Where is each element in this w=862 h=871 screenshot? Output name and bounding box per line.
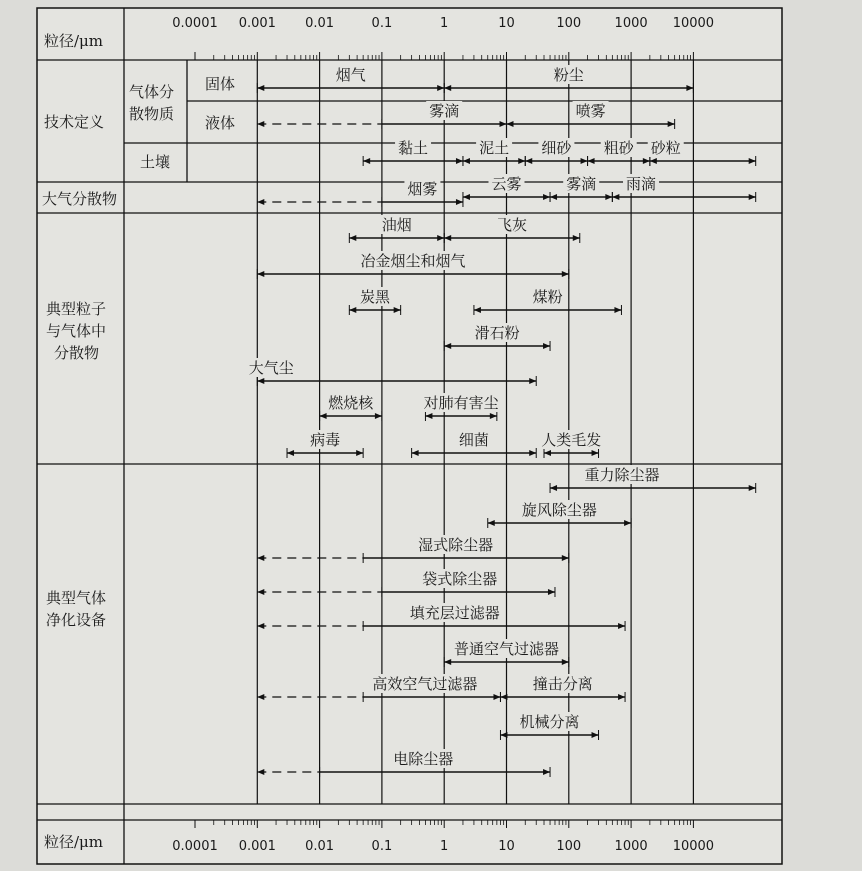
chart-frame	[37, 8, 782, 864]
range-label: 云雾	[491, 175, 522, 193]
range-label: 雾滴	[566, 175, 597, 193]
category-soil: 土壤	[140, 153, 171, 171]
tick-label: 100	[556, 839, 582, 854]
tick-labels-bottom	[172, 839, 714, 854]
category-tech: 技术定义	[44, 113, 105, 131]
range-label: 烟气	[335, 66, 366, 84]
tick-label: 1000	[614, 16, 648, 31]
range-label: 袋式除尘器	[422, 570, 498, 588]
range-label: 高效空气过滤器	[372, 675, 478, 693]
range-label: 烟雾	[407, 180, 438, 198]
range-label: 重力除尘器	[584, 466, 660, 484]
range-label: 病毒	[310, 431, 341, 449]
tick-label: 0.1	[371, 839, 393, 854]
axis-label-top: 粒径/μm	[44, 32, 104, 50]
range-label: 对肺有害尘	[423, 394, 499, 412]
range-label: 冶金烟尘和烟气	[360, 252, 466, 270]
range-label: 填充层过滤器	[409, 604, 500, 622]
range-label: 泥土	[479, 139, 510, 157]
axis-label-bottom: 粒径/μm	[44, 833, 104, 851]
range-label: 机械分离	[519, 713, 580, 731]
range-label: 飞灰	[496, 216, 527, 234]
tick-label: 0.01	[305, 839, 335, 854]
range-label: 喷雾	[575, 102, 606, 120]
tick-label: 10000	[672, 839, 715, 854]
range-label: 普通空气过滤器	[453, 640, 560, 658]
tick-label: 10	[498, 839, 515, 854]
subcategory-solid: 固体	[205, 75, 236, 93]
category-particles-line2: 与气体中	[46, 322, 107, 340]
range-label: 油烟	[381, 216, 412, 234]
range-label: 电除尘器	[393, 750, 454, 768]
range-label: 砂粒	[650, 139, 681, 157]
tick-labels-top	[172, 16, 714, 31]
range-label: 大气尘	[248, 359, 294, 377]
tick-label: 0.0001	[172, 839, 218, 854]
range-label: 雾滴	[429, 102, 460, 120]
range-label: 炭黑	[359, 288, 390, 306]
subcategory-liquid: 液体	[205, 114, 236, 132]
category-devices-line2: 净化设备	[46, 611, 107, 629]
tick-label: 100	[556, 16, 582, 31]
tick-label: 0.001	[238, 16, 276, 31]
range-label: 细菌	[458, 431, 489, 449]
range-label: 煤粉	[532, 288, 563, 306]
range-label: 旋风除尘器	[521, 501, 597, 519]
category-atmosphere: 大气分散物	[42, 190, 118, 208]
category-gas-dispersion-line2: 散物质	[129, 105, 175, 123]
category-devices-line1: 典型气体	[46, 589, 107, 607]
range-label: 滑石粉	[474, 324, 520, 342]
category-particles-line1: 典型粒子	[46, 300, 107, 318]
tick-label: 0.0001	[172, 16, 218, 31]
range-label: 粉尘	[553, 66, 584, 84]
tick-label: 1	[440, 16, 449, 31]
category-gas-dispersion-line1: 气体分	[129, 83, 175, 101]
range-label: 粗砂	[603, 139, 634, 157]
category-particles-line3: 分散物	[54, 344, 100, 362]
tick-label: 0.001	[238, 839, 276, 854]
range-label: 湿式除尘器	[418, 536, 494, 554]
tick-label: 1	[440, 839, 449, 854]
tick-label: 0.01	[305, 16, 335, 31]
range-label: 细砂	[541, 139, 572, 157]
range-label: 雨滴	[626, 175, 657, 193]
tick-label: 10	[498, 16, 515, 31]
tick-label: 1000	[614, 839, 648, 854]
range-label: 撞击分离	[532, 675, 593, 693]
range-label: 黏土	[398, 139, 429, 157]
range-label: 燃烧核	[328, 394, 374, 412]
tick-label: 0.1	[371, 16, 393, 31]
range-label: 人类毛发	[541, 431, 602, 449]
tick-label: 10000	[672, 16, 715, 31]
